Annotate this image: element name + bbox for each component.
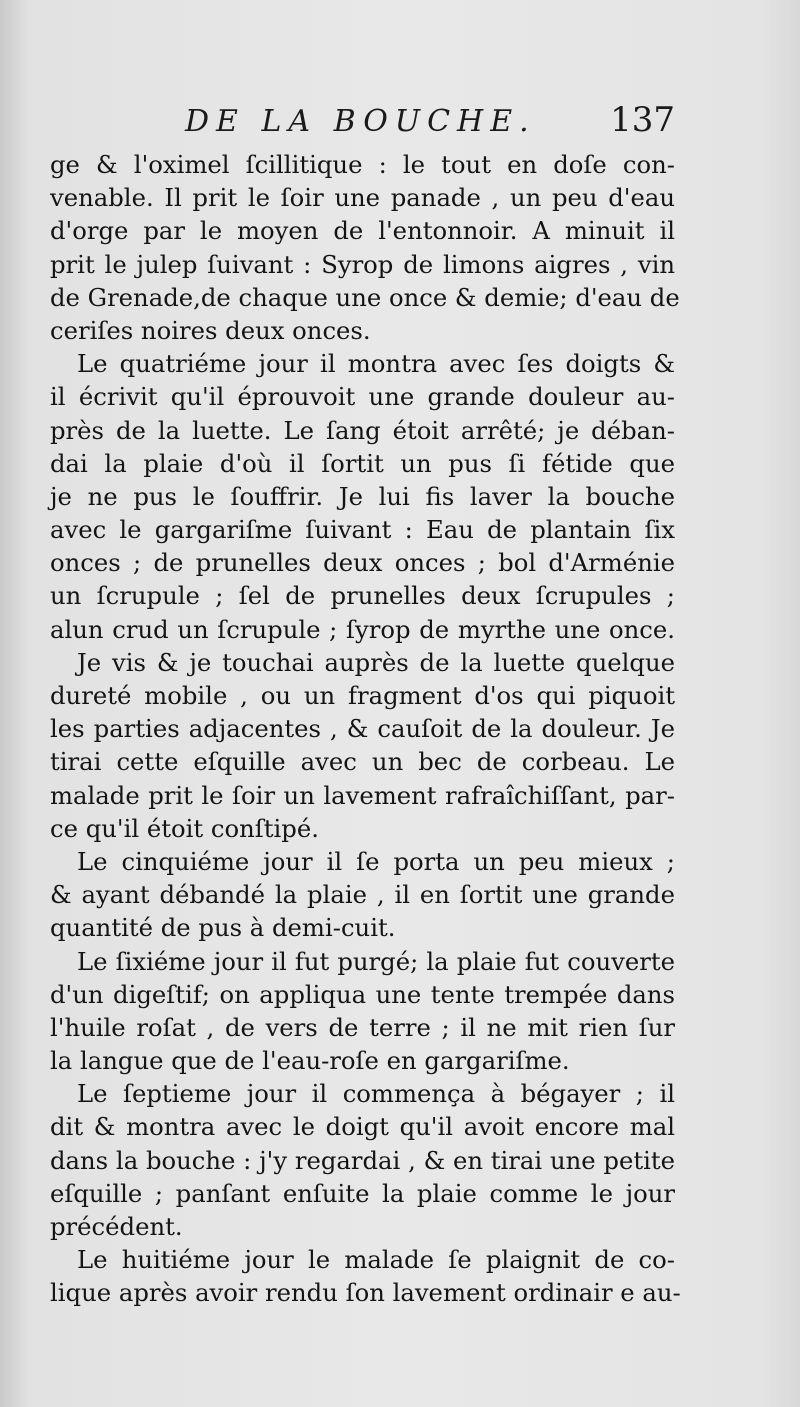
- text-line: dans la bouche : j'y regardai , & en tirai une petite: [50, 1145, 675, 1175]
- text-line: la langue que de l'eau-roſe en gargariſme.: [50, 1046, 570, 1076]
- text-line: les parties adjacentes , & cauſoit de la douleur. Je: [50, 714, 675, 744]
- body-text: [50, 148, 681, 1310]
- text-line: près de la luette. Le ſang étoit arrêté; je déban-: [50, 415, 675, 445]
- text-line: dureté mobile , ou un fragment d'os qui piquoit: [50, 681, 675, 710]
- text-line: Le cinquiéme jour il ſe porta un peu mieux ;: [77, 846, 675, 876]
- text-line: Le ſixiéme jour il fut purgé; la plaie fut couverte: [77, 946, 675, 976]
- text-line: onces ; de prunelles deux onces ; bol d'Arménie: [50, 548, 675, 578]
- text-line: d'un digeſtif; on appliqua une tente trempée dans: [50, 979, 675, 1009]
- text-line: venable. Il prit le ſoir une panade , un peu d'eau: [50, 183, 675, 213]
- text-line: avec le gargariſme ſuivant : Eau de plantain ſix: [50, 515, 675, 545]
- text-line: malade prit le ſoir un lavement rafraîchiſſant, par-: [50, 780, 675, 810]
- text-line: dit & montra avec le doigt qu'il avoit encore mal: [50, 1112, 675, 1142]
- text-line: Je vis & je touchai auprès de la luette quelque: [77, 647, 675, 677]
- text-line: lique après avoir rendu ſon lavement ordinair e au-: [50, 1278, 681, 1308]
- text-line: Le huitiéme jour le malade ſe plaignit de co-: [77, 1245, 675, 1275]
- text-line: Le quatriéme jour il montra avec ſes doigts &: [77, 349, 675, 379]
- running-head: DE LA BOUCHE.: [185, 104, 536, 139]
- text-line: tirai cette eſquille avec un bec de corbeau. Le: [50, 747, 675, 777]
- text-line: je ne pus le ſouffrir. Je lui fis laver la bouche: [50, 481, 675, 511]
- text-line: de Grenade,de chaque une once & demie; d'eau de: [50, 282, 680, 312]
- text-line: ce qu'il étoit conſtipé.: [50, 813, 319, 843]
- text-line: d'orge par le moyen de l'entonnoir. A minuit il: [50, 216, 675, 246]
- text-line: ge & l'oximel ſcillitique : le tout en doſe con-: [50, 150, 675, 179]
- text-line: ceriſes noires deux onces.: [50, 315, 371, 345]
- text-line: Le ſeptieme jour il commença à bégayer ; il: [77, 1079, 675, 1109]
- text-line: dai la plaie d'où il ſortit un pus ſi fétide que: [50, 448, 675, 478]
- text-line: il écrivit qu'il éprouvoit une grande douleur au-: [50, 382, 675, 412]
- text-line: alun crud un ſcrupule ; ſyrop de myrthe une once.: [50, 614, 675, 644]
- text-line: précédent.: [50, 1212, 183, 1241]
- text-line: un ſcrupule ; ſel de prunelles deux ſcrupules ;: [50, 581, 675, 611]
- text-line: quantité de pus à demi-cuit.: [50, 913, 396, 943]
- text-line: l'huile roſat , de vers de terre ; il ne mit rien ſur: [50, 1012, 675, 1042]
- text-line: prit le julep ſuivant : Syrop de limons aigres , vin: [50, 249, 675, 279]
- text-line: eſquille ; panſant enſuite la plaie comme le jour: [50, 1178, 675, 1208]
- text-line: & ayant débandé la plaie , il en ſortit une grande: [50, 880, 675, 910]
- page-header: [185, 100, 675, 150]
- page-number: 137: [610, 100, 675, 140]
